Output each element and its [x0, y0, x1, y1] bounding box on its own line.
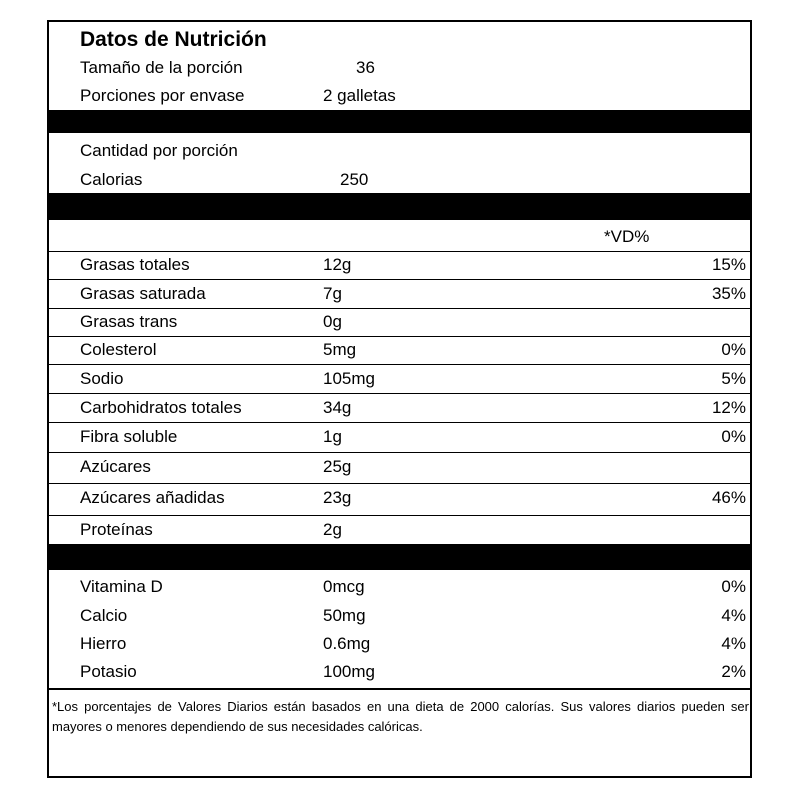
- nutrient-name: Colesterol: [80, 340, 157, 359]
- nutrient-name: Grasas saturada: [80, 284, 206, 303]
- calories-value: 250: [340, 170, 369, 189]
- nutrient-name: Azúcares añadidas: [80, 488, 225, 507]
- vitamin-amount: 0.6mg: [323, 634, 371, 653]
- thick-divider: [49, 544, 750, 570]
- vitamin-amount: 100mg: [323, 662, 375, 681]
- nutrient-amount: 105mg: [323, 369, 375, 388]
- row-divider: [49, 279, 750, 280]
- nutrient-amount: 5mg: [323, 340, 357, 359]
- row-divider: [49, 308, 750, 309]
- serving-size-label: Tamaño de la porción: [80, 58, 243, 77]
- nutrient-name: Fibra soluble: [80, 427, 178, 446]
- nutrient-daily-value: 12%: [711, 398, 746, 417]
- label-title: Datos de Nutrición: [80, 28, 267, 51]
- servings-per-container-value: 2 galletas: [323, 86, 396, 105]
- row-divider: [49, 515, 750, 516]
- vitamin-name: Vitamina D: [80, 577, 163, 596]
- nutrition-facts-label: [47, 20, 752, 778]
- thick-divider: [49, 110, 750, 133]
- amount-per-serving-label: Cantidad por porción: [80, 141, 238, 160]
- nutrient-name: Grasas totales: [80, 255, 190, 274]
- nutrient-name: Grasas trans: [80, 312, 178, 331]
- vitamin-daily-value: 4%: [721, 634, 746, 653]
- nutrient-daily-value: 0%: [721, 340, 746, 359]
- vitamin-daily-value: 0%: [721, 577, 746, 596]
- servings-per-container-label: Porciones por envase: [80, 86, 245, 105]
- row-divider: [49, 483, 750, 484]
- vitamin-name: Hierro: [80, 634, 127, 653]
- vitamin-amount: 50mg: [323, 606, 366, 625]
- nutrient-amount: 12g: [323, 255, 352, 274]
- nutrient-amount: 7g: [323, 284, 342, 303]
- vitamin-amount: 0mcg: [323, 577, 365, 596]
- nutrient-daily-value: 46%: [711, 488, 746, 507]
- vitamin-name: Calcio: [80, 606, 128, 625]
- nutrient-amount: 34g: [323, 398, 352, 417]
- nutrient-daily-value: 15%: [711, 255, 746, 274]
- nutrient-daily-value: 0%: [721, 427, 746, 446]
- calories-label: Calorias: [80, 170, 143, 189]
- nutrient-daily-value: 35%: [711, 284, 746, 303]
- daily-value-header: *VD%: [604, 227, 650, 246]
- row-divider: [49, 364, 750, 365]
- footnote: *Los porcentajes de Valores Diarios están basados en una dieta de 2000 calorías. Sus valores diarios pueden ser mayores o menores dependiendo de sus necesidades calóricas.: [52, 699, 749, 734]
- serving-size-value: 36: [356, 58, 375, 77]
- nutrient-amount: 2g: [323, 520, 342, 539]
- nutrient-daily-value: 5%: [721, 369, 746, 388]
- footnote-divider: [49, 688, 750, 690]
- nutrient-amount: 0g: [323, 312, 342, 331]
- nutrient-name: Azúcares: [80, 457, 151, 476]
- nutrient-name: Sodio: [80, 369, 124, 388]
- row-divider: [49, 251, 750, 252]
- nutrient-name: Proteínas: [80, 520, 153, 539]
- nutrient-amount: 23g: [323, 488, 352, 507]
- nutrient-amount: 25g: [323, 457, 352, 476]
- row-divider: [49, 452, 750, 453]
- vitamin-daily-value: 4%: [721, 606, 746, 625]
- row-divider: [49, 393, 750, 394]
- row-divider: [49, 336, 750, 337]
- nutrient-amount: 1g: [323, 427, 342, 446]
- row-divider: [49, 422, 750, 423]
- thick-divider: [49, 193, 750, 220]
- vitamin-daily-value: 2%: [721, 662, 746, 681]
- vitamin-name: Potasio: [80, 662, 137, 681]
- nutrient-name: Carbohidratos totales: [80, 398, 242, 417]
